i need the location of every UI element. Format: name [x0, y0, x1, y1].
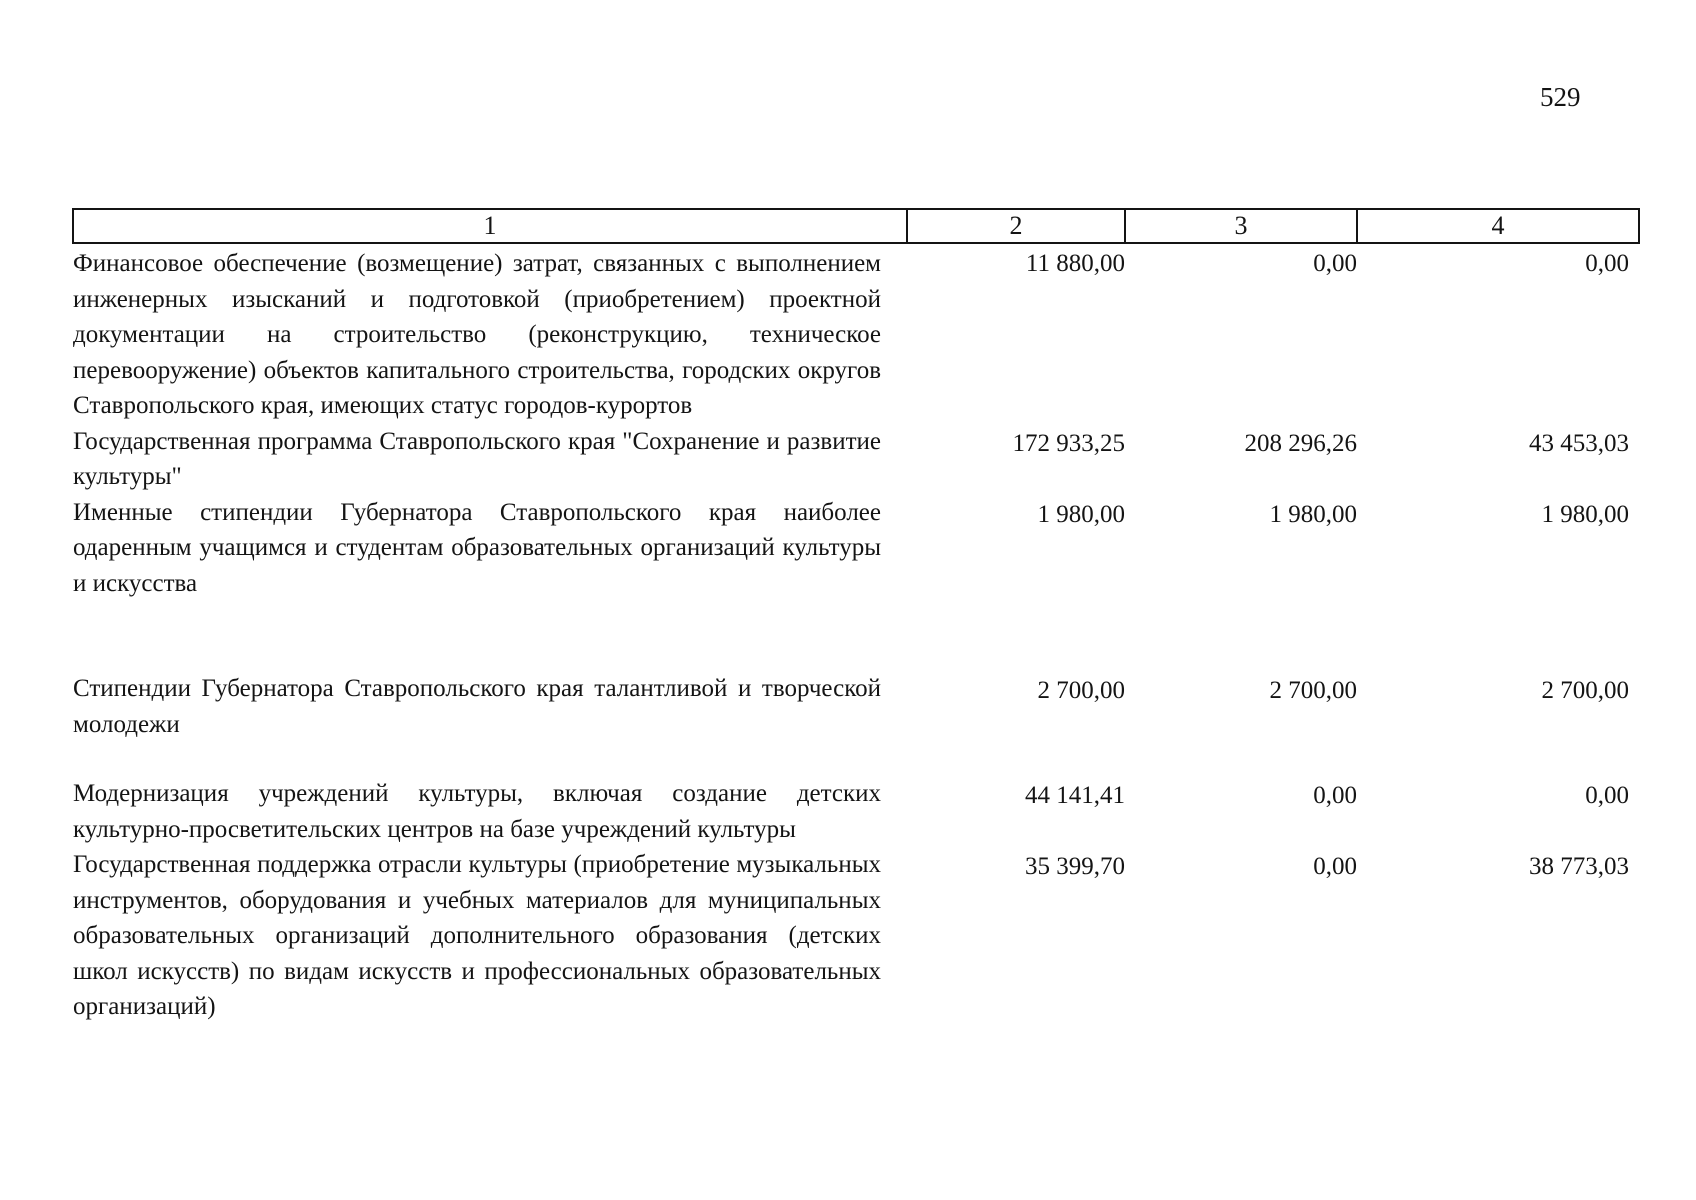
page-number: 529 — [1540, 82, 1581, 112]
header-row — [73, 209, 1639, 243]
row-value-col3: 0,00 — [1313, 853, 1357, 880]
row-value-col4: 2 700,00 — [1541, 677, 1629, 704]
row-description: Именные стипендии Губернатора Ставропольского края наиболее одаренным учащимся и студентам образовательных организаций культуры и искусства — [73, 498, 881, 597]
row-value-col2: 2 700,00 — [1037, 677, 1125, 704]
table-row — [73, 776, 1639, 847]
table-row — [73, 847, 1639, 1025]
row-description: Государственная поддержка отрасли культуры (приобретение музыкальных инструментов, оборудования и учебных материалов для муниципальных образовательных организаций дополнительного образования (детских школ искусств) по видам искусств и профессиональных образовательных организаций) — [73, 851, 881, 1020]
row-value-col4: 0,00 — [1585, 250, 1629, 277]
row-value-col2: 44 141,41 — [1025, 782, 1125, 809]
row-value-col2: 1 980,00 — [1037, 500, 1125, 528]
row-value-col3: 1 980,00 — [1269, 500, 1357, 528]
row-value-col2: 172 933,25 — [1012, 429, 1125, 457]
row-description: Финансовое обеспечение (возмещение) затрат, связанных с выполнением инженерных изысканий и подготовкой (приобретением) проектной документации на строительство (реконструкцию, техническое перевооружение) объектов капитального строительства, городских округов Ставропольского края, имеющих статус городов-курортов — [73, 250, 881, 419]
column-header-2: 2 — [907, 209, 1125, 243]
row-description: Стипендии Губернатора Ставропольского края талантливой и творческой молодежи — [73, 675, 881, 738]
row-value-col2: 11 880,00 — [1025, 250, 1125, 277]
row-value-col3: 0,00 — [1313, 782, 1357, 809]
column-header-3: 3 — [1125, 209, 1357, 243]
column-header-4: 4 — [1357, 209, 1639, 243]
row-value-col4: 38 773,03 — [1529, 853, 1629, 880]
row-value-col3: 0,00 — [1313, 250, 1357, 277]
table-body — [73, 243, 1639, 1025]
row-description: Модернизация учреждений культуры, включая создание детских культурно-просветительских центров на базе учреждений культуры — [73, 780, 881, 843]
table-row — [73, 495, 1639, 672]
row-value-col4: 1 980,00 — [1541, 500, 1629, 528]
column-header-1: 1 — [73, 209, 907, 243]
row-value-col2: 35 399,70 — [1025, 853, 1125, 880]
row-value-col4: 0,00 — [1585, 782, 1629, 809]
budget-table — [72, 208, 1640, 1025]
table-row — [73, 424, 1639, 495]
table-row — [73, 243, 1639, 424]
table-header — [73, 209, 1639, 243]
row-value-col3: 208 296,26 — [1244, 429, 1357, 457]
row-description: Государственная программа Ставропольского края "Сохранение и развитие культуры" — [73, 427, 881, 490]
table-row — [73, 671, 1639, 776]
row-value-col3: 2 700,00 — [1269, 677, 1357, 704]
row-value-col4: 43 453,03 — [1529, 429, 1629, 457]
